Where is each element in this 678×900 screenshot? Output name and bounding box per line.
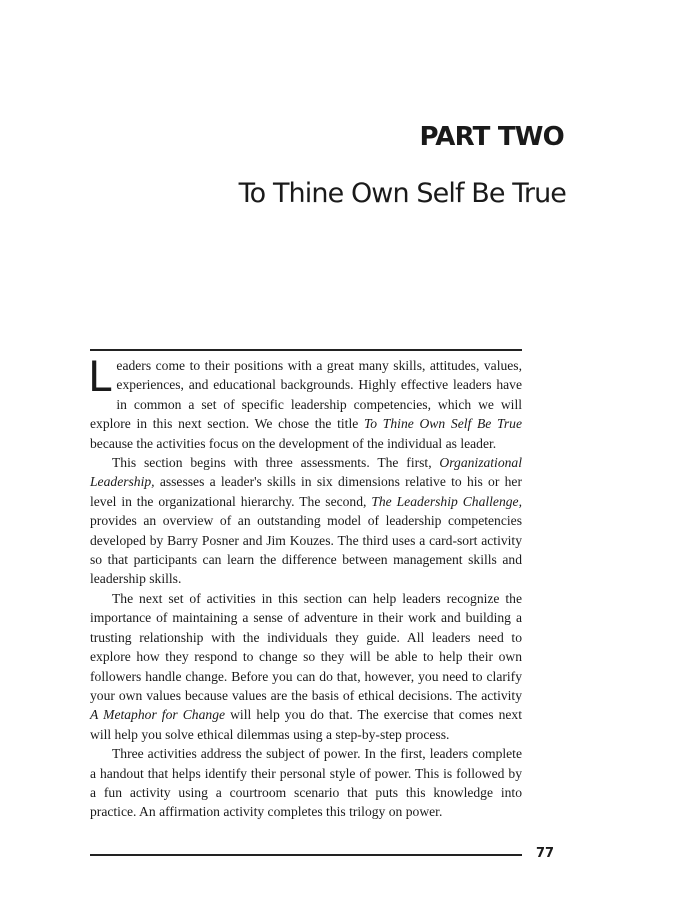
paragraph-1-text-a: eaders come to their positions with a great many skills, attitudes, values, experiences, and educational backgrounds. Highly effective leaders have in common a set of specific leadership competencies, which we will explore in this next section. We chose the title bbox=[90, 358, 522, 432]
paragraph-2-text-c: provides an overview of an outstanding model of leadership competencies developed by Barry Posner and Jim Kouzes. The third uses a card-sort activity so that participants can learn the difference between management skills and leadership skills. bbox=[90, 513, 522, 587]
paragraph-4: Three activities address the subject of power. In the first, leaders complete a handout that helps identify their personal style of power. This is followed by a fun activity using a courtroom scenario that puts this knowledge into practice. An affirmation activity completes this trilogy on power. bbox=[90, 746, 522, 820]
top-rule bbox=[90, 349, 522, 351]
title-leadership-challenge: The Leadership Challenge, bbox=[371, 493, 522, 509]
bottom-rule bbox=[90, 854, 522, 856]
paragraph-2-text-a: This section begins with three assessments. The first, bbox=[112, 455, 440, 471]
body-text bbox=[88, 352, 522, 822]
title-metaphor-for-change: A Metaphor for Change bbox=[90, 707, 226, 723]
paragraph-3 bbox=[90, 589, 522, 744]
paragraph-3-text-b: will help you do that. The exercise that comes next will help you solve ethical dilemmas using a step-by-step process. bbox=[90, 707, 522, 742]
part-title: To Thine Own Self Be True bbox=[238, 178, 566, 209]
page-number: 77 bbox=[536, 846, 555, 861]
paragraph-1 bbox=[88, 352, 522, 453]
title-organizational-leadership: Organizational Leadership, bbox=[90, 455, 522, 490]
paragraph-2 bbox=[90, 453, 522, 589]
drop-cap: L bbox=[88, 352, 112, 401]
part-label: PART TWO bbox=[419, 122, 564, 152]
paragraph-1-text-b: because the activities focus on the development of the individual as leader. bbox=[90, 435, 497, 451]
book-title-to-thine-own-self: To Thine Own Self Be True bbox=[363, 416, 522, 432]
paragraph-2-text-b: assesses a leader's skills in six dimensions relative to his or her level in the organizational hierarchy. The second, bbox=[90, 474, 522, 509]
paragraph-3-text-a: The next set of activities in this section can help leaders recognize the importance of maintaining a sense of adventure in their work and building a trusting relationship with the individuals they guide. All leaders need to explore how they respond to change so they will be able to help their own followers handle change. Before you can do that, however, you need to clarify your own values because values are the basis of ethical decisions. The activity bbox=[90, 590, 522, 703]
